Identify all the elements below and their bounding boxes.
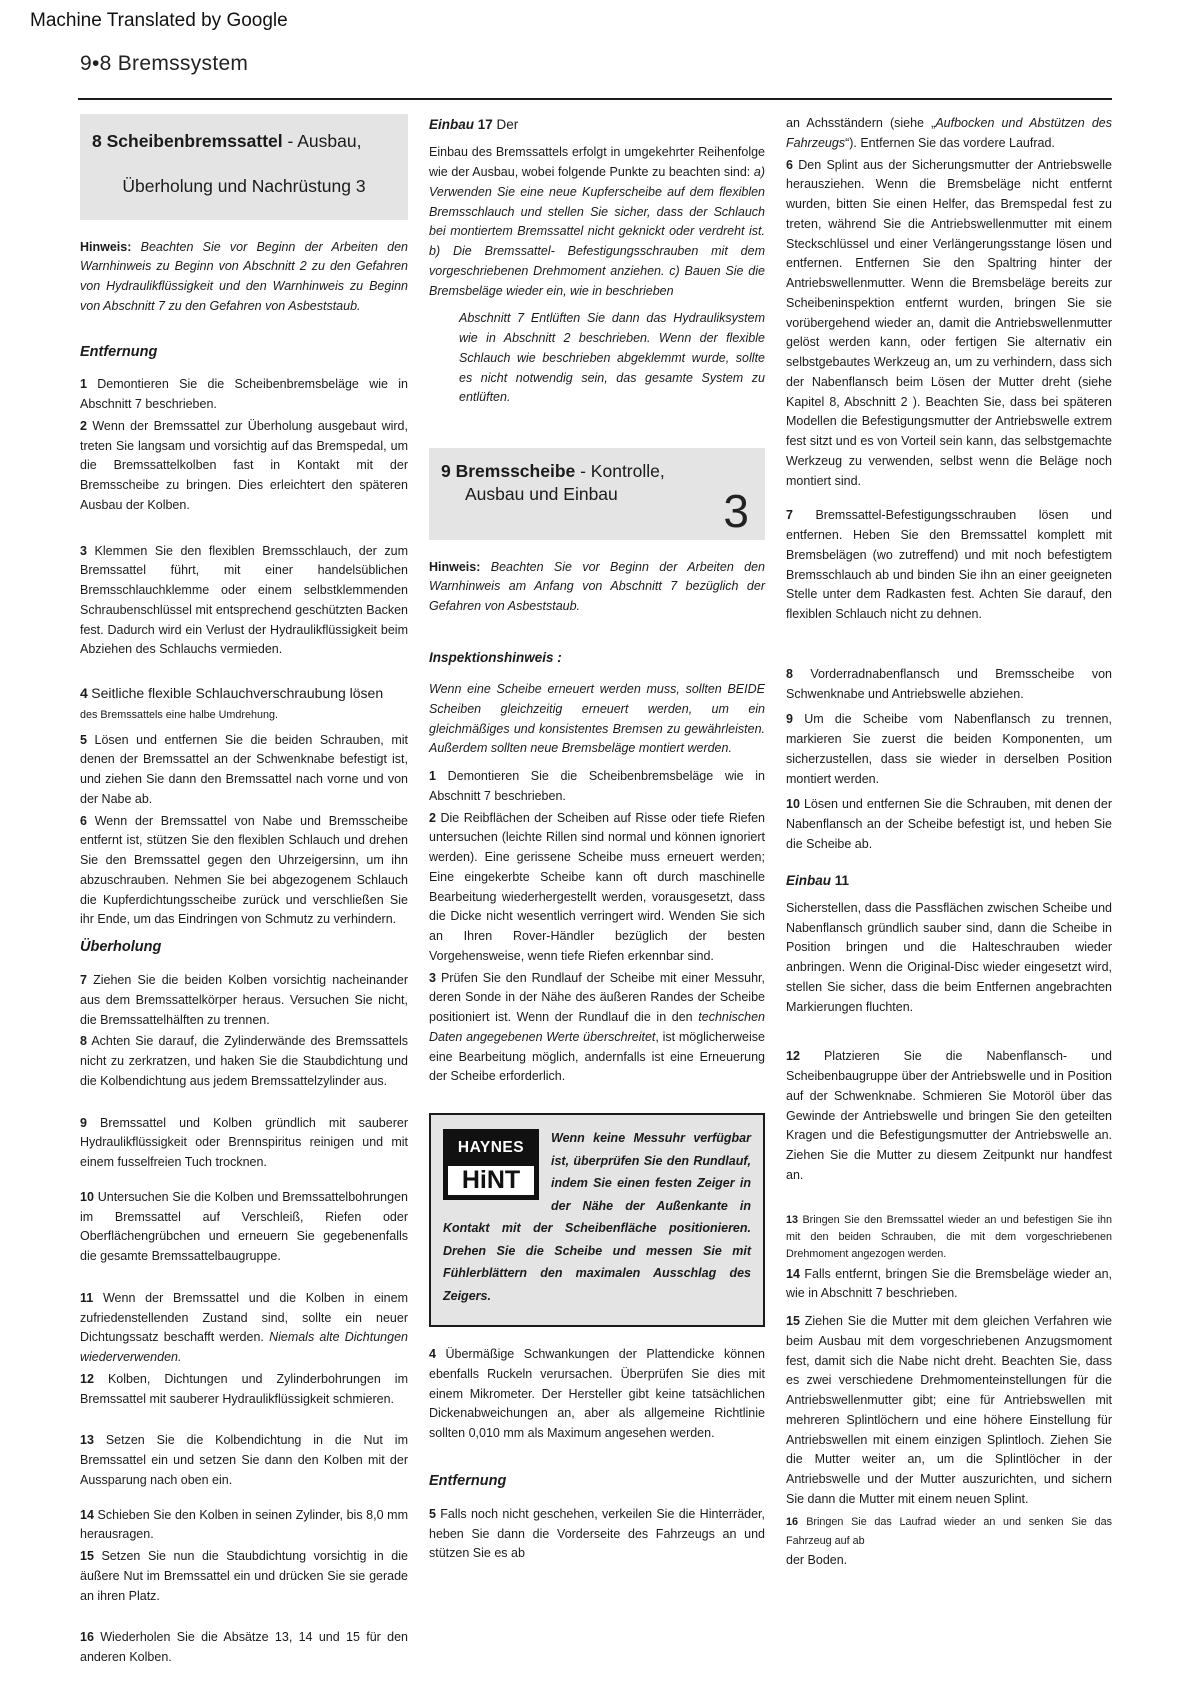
section-9-title-line1	[441, 460, 753, 483]
step-number: 1	[429, 769, 436, 784]
column-left	[80, 114, 408, 1683]
step-text: Bremssattel und Kolben gründlich mit sauberer Hydraulikflüssigkeit oder Brennspiritus reinigen und mit einem fusselfreien Tuch trocknen.	[80, 1115, 408, 1170]
step-number: 9	[786, 712, 793, 727]
intro-text-continued: “). Entfernen Sie das vordere Laufrad.	[845, 135, 1055, 150]
step-text-continued: des Bremssattels eine halbe Umdrehung.	[80, 708, 279, 721]
step-text: Achten Sie darauf, die Zylinderwände des Bremssattels nicht zu zerkratzen, und haken Sie die Staubdichtung und die Kolbendichtung aus jedem Bremssattelzylinder aus.	[80, 1034, 408, 1088]
step-text: Lösen und entfernen Sie die beiden Schrauben, mit denen der Bremssattel an der Schwenknabe befestigt ist, und ziehen Sie dann den Bremssattel nach vorne und von der Nabe ab.	[80, 732, 408, 806]
note-text: Beachten Sie vor Beginn der Arbeiten den Warnhinweis am Anfang von Abschnitt 7 bezüglich der Gefahren von Asbeststaub.	[429, 559, 765, 614]
note-text: Beachten Sie vor Beginn der Arbeiten den Warnhinweis zu Beginn von Abschnitt 2 zu den Gefahren von Hydraulikflüssigkeit und den Warnhinweis zu Beginn von Abschnitt 7 zu den Gefahren von Asbeststaub.	[80, 239, 408, 313]
step-number: 1	[80, 377, 87, 392]
step-number: 12	[80, 1371, 94, 1386]
step-text: Ziehen Sie die Mutter mit dem gleichen Verfahren wie beim Ausbau mit dem vorgeschriebenen Anzugsmoment fest, damit sich die Nabe nicht dreht. Beachten Sie, dass es zwei verschiedene Drehmomenteinstellungen für die Antriebswellenmutter gibt; eine für Antriebswellen mit mehreren Splintlöchern und eine höhere Einstellung für Antriebswellen mit einem einzigen Splintloch. Ziehen Sie die Mutter weiter an, um die Splintlöcher in der Antriebswelle und der Mutter auszurichten, und sichern Sie dann die Mutter mit einem neuen Splint.	[786, 1314, 1112, 1506]
step-paragraph	[80, 971, 408, 1030]
step-number: 5	[429, 1506, 436, 1521]
refit-intro-paragraph	[429, 143, 765, 301]
step-text: Bringen Sie den Bremssattel wieder an und befestigen Sie ihn mit den beiden Schrauben, die mit dem vorgeschriebenen Drehmoment angezogen werden.	[786, 1213, 1113, 1260]
step-text: Platzieren Sie die Nabenflansch- und Scheibenbaugruppe über der Antriebswelle und in Position auf der Schwenknabe. Schmieren Sie Motoröl über das Gewinde der Antriebswelle und bringen Sie den geteilten Kragen und die Befestigungsmutter der Antriebswelle an. Ziehen Sie die Mutter zu diesem Zeitpunkt nur handfest an.	[786, 1049, 1112, 1182]
intro-italic: a) Verwenden Sie eine neue Kupferscheibe auf dem flexiblen Bremsschlauch und stellen Sie sicher, dass der Schlauch bei montiertem Bremssattel nicht geknickt oder verdreht ist. b) Die Bremssattel- Befestigungsschrauben mit dem vorgeschriebenen Drehmoment anziehen. c) Bauen Sie die Bremsbeläge wieder ein, wie in beschrieben	[429, 165, 765, 298]
step-text: Bringen Sie das Laufrad wieder an und senken Sie das Fahrzeug auf ab	[786, 1515, 1112, 1548]
section-8-title-line1	[92, 130, 396, 153]
step-number: 4	[429, 1347, 436, 1362]
section-8-title-line2: Überholung und Nachrüstung 3	[122, 175, 366, 196]
step-paragraph	[786, 1047, 1112, 1185]
section-8-heading-box	[80, 114, 408, 220]
heading-einbau-17	[429, 114, 765, 135]
step-text: Wenn der Bremssattel und die Kolben in einem zufriedenstellenden Zustand sind, sollte ein neuer Dichtungssatz beschafft werden.	[80, 1290, 408, 1345]
step-paragraph	[429, 767, 765, 807]
step-number: 9	[80, 1115, 87, 1130]
step-number: 14	[80, 1507, 94, 1522]
step-text: Schieben Sie den Kolben in seinen Zylinder, bis 8,0 mm herausragen.	[80, 1507, 408, 1542]
step-number: 8	[786, 666, 793, 681]
step-text: Kolben, Dichtungen und Zylinderbohrungen im Bremssattel mit sauberer Hydraulikflüssigkeit schmieren.	[80, 1371, 408, 1406]
step-text: Prüfen Sie den Rundlauf der Scheibe mit einer Messuhr, deren Sonde in der Nähe des äußeren Randes der Scheibe positioniert ist. Wenn der Rundlauf die in den	[429, 970, 765, 1025]
einbau-label: Einbau	[429, 117, 475, 132]
step-paragraph	[80, 682, 408, 725]
step-number: 3	[80, 543, 87, 558]
step-text: Lösen und entfernen Sie die Schrauben, mit denen der Nabenflansch an der Scheibe befestigt ist, und heben Sie die Scheibe ab.	[786, 797, 1112, 851]
heading-einbau-11	[786, 870, 1112, 891]
step-number: 5	[80, 732, 87, 747]
step-paragraph	[429, 969, 765, 1088]
step-number: 6	[786, 157, 793, 172]
step-text: Die Reibflächen der Scheiben auf Risse oder tiefe Riefen untersuchen (leichte Rillen sind normal und können ignoriert werden). Eine gerissene Scheibe muss erneuert werden; Eine eingekerbte Scheibe kann oft durch maschinelle Bearbeitung wiederhergestellt werden, vorausgesetzt, dass die Dicke nicht wesentlich verringert wird. Wenden Sie sich an Ihren Rover-Händler bezüglich der besten Vorgehensweise, wenn tiefe Riefen erkennbar sind.	[429, 810, 766, 963]
step-number: 14	[786, 1266, 800, 1281]
step-paragraph	[80, 1289, 408, 1368]
section-8-title-rest: - Ausbau,	[282, 131, 362, 151]
step-text: Wenn der Bremssattel von Nabe und Bremsscheibe entfernt ist, stützen Sie den flexiblen Schlauch und drehen Sie den Bremssattel gegen den Uhrzeigersinn, um ihn abzuschrauben. Nehmen Sie bei abgezogenem Schlauch die Kupferdichtungsscheibe zurück und verschließen Sie ihr Ende, um das Eindringen von Schmutz zu verhindern.	[80, 813, 408, 927]
section-9-note	[429, 558, 765, 617]
step-number: 13	[80, 1433, 94, 1448]
step-text: Wenn der Bremssattel zur Überholung ausgebaut wird, treten Sie langsam und vorsichtig auf das Bremspedal, um die Bremssattelkolben fast in Kontakt mit der Bremsscheibe zu bringen. Dies erleichtert den späteren Ausbau der Kolben.	[80, 418, 408, 512]
step-text-emphasis: technischen Daten angegebenen Werte überschreitet	[429, 1010, 765, 1044]
step-number: 16	[786, 1515, 799, 1528]
heading-entfernung-middle: Entfernung	[429, 1472, 507, 1489]
step-paragraph	[786, 795, 1112, 854]
step-paragraph	[786, 1312, 1112, 1510]
section-9-title-line2: Ausbau und Einbau	[465, 483, 618, 504]
step-paragraph	[786, 506, 1112, 625]
step-number: 13	[786, 1213, 799, 1226]
step-paragraph	[786, 1212, 1112, 1263]
step-paragraph	[80, 1506, 408, 1546]
step-number: 2	[80, 418, 87, 433]
step-number: 7	[80, 973, 87, 988]
step-text: Untersuchen Sie die Kolben und Bremssattelbohrungen im Bremssattel auf Verschleiß, Riefen oder Oberflächengrübchen und erneuern Sie gegebenenfalls die gesamte Bremssattelbaugruppe.	[80, 1189, 408, 1264]
step-paragraph	[786, 156, 1112, 492]
step-text-continued: , ist möglicherweise eine Bearbeitung möglich, andernfalls ist eine Erneuerung der Scheibe erforderlich.	[429, 1029, 765, 1084]
step-paragraph	[786, 665, 1112, 705]
step-text: Demontieren Sie die Scheibenbremsbeläge wie in Abschnitt 7 beschrieben.	[429, 769, 765, 803]
section-8-number-title: 8 Scheibenbremssattel	[92, 131, 283, 151]
step-text: Bremssattel-Befestigungsschrauben lösen und entfernen. Heben Sie den Bremssattel komplett mit Bremsbelägen (wo zutreffend) und mit noch befestigtem Bremsschlauch ab und binden Sie ihn an einer geeigneten Stelle unter dem Radkasten fest. Achten Sie darauf, den flexiblen Schlauch nicht zu dehnen.	[786, 508, 1112, 621]
chapter-number-badge: 3	[723, 484, 749, 537]
heading-ueberholung: Überholung	[80, 939, 162, 956]
step-text: Setzen Sie nun die Staubdichtung vorsichtig in die äußere Nut im Bremssattel ein und drücken Sie sie gerade an ihren Platz.	[80, 1549, 408, 1603]
step-paragraph	[786, 899, 1112, 1018]
step-text: Setzen Sie die Kolbendichtung in die Nut im Bremssattel ein und setzen Sie dann den Kolben mit der Aussparung nach oben ein.	[80, 1433, 408, 1487]
intro-roman: Einbau des Bremssattels erfolgt in umgekehrter Reihenfolge wie der Ausbau, wobei folgende Punkte zu beachten sind:	[429, 145, 765, 180]
step-paragraph	[786, 710, 1112, 789]
step-paragraph	[80, 375, 408, 415]
step-text: Sicherstellen, dass die Passflächen zwischen Scheibe und Nabenflansch gründlich sauber sind, dann die Scheibe in Position bringen und die Halteschrauben wieder anbringen. Wenn die Original-Disc wieder eingesetzt wird, stellen Sie sicher, dass die beim Entfernen angebrachten Markierungen fluchten.	[786, 900, 1112, 1014]
hint-logo-text: HiNT	[448, 1166, 534, 1195]
section-9-title-rest: - Kontrolle,	[575, 461, 665, 482]
step-number: 3	[429, 970, 436, 985]
section-9-heading-box	[429, 448, 765, 540]
step-paragraph	[80, 812, 408, 931]
step-number: 15	[786, 1314, 800, 1329]
step-number: 10	[80, 1189, 94, 1204]
section-8-note	[80, 238, 408, 317]
continued-paragraph	[786, 114, 1112, 154]
inspection-note-text: Wenn eine Scheibe erneuert werden muss, sollten BEIDE Scheiben gleichzeitig erneuert werden, um ein gleichmäßiges und konsistentes Bremsen zu gewährleisten. Außerdem sollten neue Bremsbeläge montiert werden.	[429, 682, 765, 756]
step-paragraph	[80, 1628, 408, 1668]
hint-text: Wenn keine Messuhr verfügbar ist, überprüfen Sie den Rundlauf, indem Sie einen festen Zeiger in der Nähe der Außenkante in Kontakt mit der Scheibenfläche positionieren. Drehen Sie die Scheibe und messen Sie mit Fühlerblättern den maximalen Ausschlag des Zeigers.	[443, 1131, 751, 1303]
step-paragraph	[80, 1547, 408, 1606]
haynes-hint-box	[429, 1113, 765, 1327]
step-text: Falls entfernt, bringen Sie die Bremsbeläge wieder an, wie in Abschnitt 7 beschrieben.	[786, 1266, 1112, 1301]
step-number: 4	[80, 685, 88, 702]
heading-tail: Der	[496, 117, 519, 132]
step-paragraph	[786, 1265, 1112, 1305]
step-text: Ziehen Sie die beiden Kolben vorsichtig nacheinander aus dem Bremssattelkörper heraus. Versuchen Sie nicht, die Bremssattelhälften zu trennen.	[80, 973, 408, 1027]
intro-text: an Achsständern (siehe „	[786, 116, 936, 130]
column-right	[786, 114, 1112, 1683]
step-number: 7	[786, 508, 793, 523]
step-text-emphasis: Niemals alte Dichtungen wiederverwenden.	[80, 1330, 408, 1365]
step-text: Wiederholen Sie die Absätze 13, 14 und 15 für den anderen Kolben.	[80, 1630, 408, 1665]
step-paragraph	[429, 1505, 765, 1564]
step-number: 2	[429, 810, 436, 825]
column-middle	[429, 114, 765, 1683]
step-text: Den Splint aus der Sicherungsmutter der Antriebswelle herausziehen. Wenn die Bremsbeläge nicht entfernt wurden, bitten Sie einen Helfer, das Bremspedal fest zu treten, während Sie die Antriebswellenmutter mit einem Steckschlüssel und einer Verlängerungsstange lösen und entfernen. Entfernen Sie den Spaltring hinter der Antriebswellenmutter. Wenn die Bremsbeläge bereits zur Scheibeninspektion entfernt wurden, bringen Sie sie vorübergehend wieder an, damit die Antriebswellenmutter gelöst werden kann, oder fertigen Sie alternativ ein selbstgebautes Werkzeug an, um zu verhindern, dass sich der Nabenflansch beim Lösen der Mutter dreht (siehe Kapitel 8, Abschnitt 2 ). Beachten Sie, dass bei späteren Modellen die Befestigungsmutter der Antriebswelle extrem fest sitzt und es von Vorteil sein kann, das selbstgemachte Werkzeug zu verwenden, selbst wenn die Beläge noch montiert sind.	[786, 157, 1112, 488]
step-paragraph	[80, 1431, 408, 1490]
step-paragraph	[80, 731, 408, 810]
step-paragraph	[80, 417, 408, 516]
step-number: 11	[80, 1290, 94, 1305]
step-text: Klemmen Sie den flexiblen Bremsschlauch, der zum Bremssattel führt, mit einer handelsüblichen Bremsschlauchklemme oder einem selbstklemmenden Schraubenschlüssel mit entsprechend geschützten Backen fest. Dadurch wird ein Verlust der Hydraulikflüssigkeit beim Abziehen des Schlauchs vermieden.	[80, 543, 408, 657]
intro-emphasis: Aufbocken und Abstützen des Fahrzeugs	[786, 116, 1113, 150]
step-number: 12	[786, 1049, 800, 1064]
note-label: Hinweis:	[429, 559, 481, 574]
step-number: 10	[786, 797, 800, 812]
step-number: 17	[474, 117, 497, 132]
step-paragraph	[80, 1114, 408, 1173]
step-paragraph	[80, 542, 408, 661]
step-number: 16	[80, 1630, 94, 1645]
section-9-number-title: 9 Bremsscheibe	[441, 461, 576, 482]
step-text: Demontieren Sie die Scheibenbremsbeläge wie in Abschnitt 7 beschrieben.	[80, 377, 408, 412]
step-number: 15	[80, 1549, 94, 1564]
step-text: Um die Scheibe vom Nabenflansch zu trennen, markieren Sie zuerst die beiden Komponenten, um sicherzustellen, dass sie wieder in derselben Position montiert werden.	[786, 712, 1112, 786]
step-number: 8	[80, 1034, 87, 1049]
step-paragraph	[429, 809, 765, 967]
bleed-note: Abschnitt 7 Entlüften Sie dann das Hydrauliksystem wie in Abschnitt 2 beschrieben. Wenn der flexible Schlauch wie beschrieben abgeklemmt wurde, sollte es nicht notwendig sein, das gesamte System zu entlüften.	[459, 311, 765, 405]
page-columns	[80, 114, 1112, 1683]
translation-watermark: Machine Translated by Google	[30, 10, 288, 31]
haynes-logo-text: HAYNES	[457, 1139, 525, 1157]
step-number: 11	[831, 872, 850, 888]
heading-inspektionshinweis: Inspektionshinweis :	[429, 649, 562, 665]
step-paragraph	[80, 1370, 408, 1410]
step-text: Vorderradnabenflansch und Bremsscheibe von Schwenknabe und Antriebswelle abziehen.	[786, 666, 1113, 701]
step-paragraph	[80, 1188, 408, 1267]
step-text-continued: der Boden.	[786, 1553, 848, 1568]
note-label: Hinweis:	[80, 239, 132, 254]
page-title: 9•8 Bremssystem	[80, 52, 249, 75]
header-divider	[78, 98, 1112, 100]
step-paragraph	[429, 1345, 765, 1444]
step-text: Übermäßige Schwankungen der Plattendicke können ebenfalls Ruckeln verursachen. Überprüfen Sie dies mit einem Mikrometer. Der Hersteller gibt keine tatsächlichen Dickenabweichungen an, aber als allgemeine Richtlinie sollten 0,010 mm als Maximum angesehen werden.	[429, 1347, 765, 1441]
step-paragraph	[786, 1512, 1112, 1571]
heading-entfernung-left: Entfernung	[80, 343, 158, 360]
haynes-hint-logo	[443, 1129, 539, 1200]
step-number: 6	[80, 813, 87, 828]
step-text: Seitliche flexible Schlauchverschraubung lösen	[91, 685, 384, 702]
einbau-label: Einbau	[786, 872, 832, 888]
step-text: Falls noch nicht geschehen, verkeilen Sie die Hinterräder, heben Sie dann die Vorderseite des Fahrzeugs an und stützen Sie es ab	[429, 1506, 765, 1561]
step-paragraph	[80, 1032, 408, 1091]
